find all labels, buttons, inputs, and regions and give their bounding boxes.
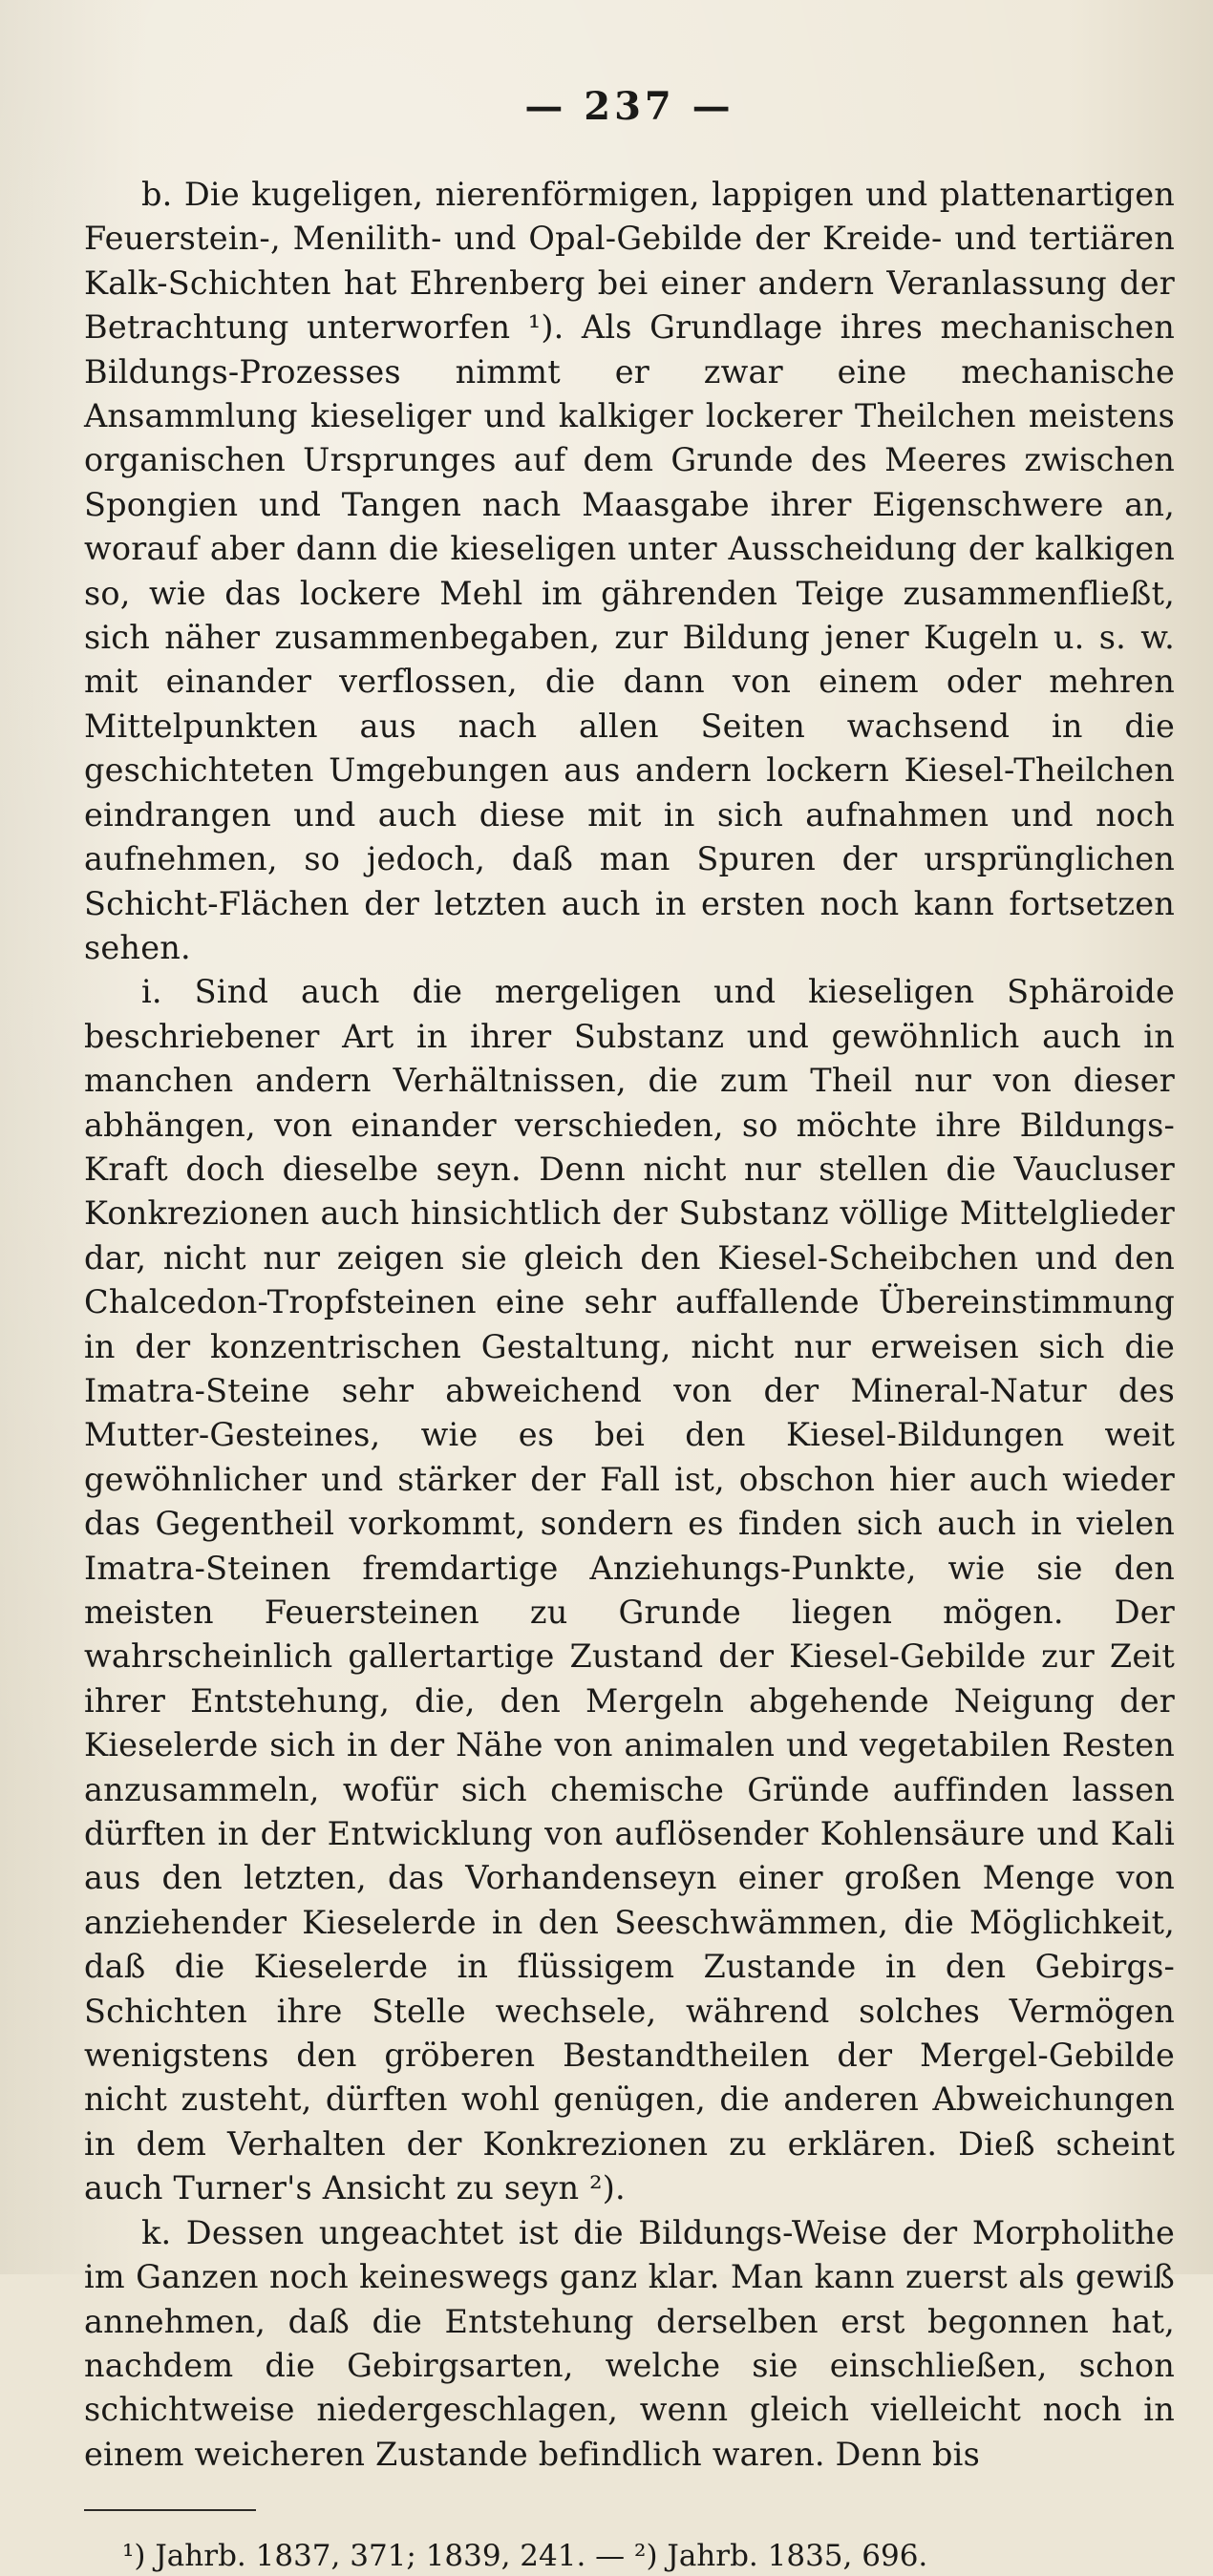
body-text: [84, 173, 1175, 2477]
paragraph-i: i. Sind auch die mergeligen und kieseligen Sphäroide beschriebener Art in ihrer Substanz und gewöhnlich auch in manchen andern Verhältnissen, die zum Theil nur von dieser abhängen, von einander verschieden, so möchte ihre Bildungs-Kraft doch dieselbe seyn. Denn nicht nur stellen die Vaucluser Konkrezionen auch hinsichtlich der Substanz völlige Mittelglieder dar, nicht nur zeigen sie gleich den Kiesel-Scheibchen und den Chalcedon-Tropfsteinen eine sehr auffallende Übereinstimmung in der konzentrischen Gestaltung, nicht nur erweisen sich die Imatra-Steine sehr abweichend von der Mineral-Natur des Mutter-Gesteines, wie es bei den Kiesel-Bildungen weit gewöhnlicher und stärker der Fall ist, obschon hier auch wieder das Gegentheil vorkommt, sondern es finden sich auch in vielen Imatra-Steinen fremdartige Anziehungs-Punkte, wie sie den meisten Feuersteinen zu Grunde liegen mögen. Der wahrscheinlich gallertartige Zustand der Kiesel-Gebilde zur Zeit ihrer Entstehung, die, den Mergeln abgehende Neigung der Kieselerde sich in der Nähe von animalen und vegetabilen Resten anzusammeln, wofür sich chemische Gründe auffinden lassen dürften in der Entwicklung von auflösender Kohlensäure und Kali aus den letzten, das Vorhandenseyn einer großen Menge von anziehender Kieselerde in den Seeschwämmen, die Möglichkeit, daß die Kieselerde in flüssigem Zustande in den Gebirgs-Schichten ihre Stelle wechsele, während solches Vermögen wenigstens den gröberen Bestandtheilen der Mergel-Gebilde nicht zusteht, dürften wohl genügen, die anderen Abweichungen in dem Verhalten der Konkrezionen zu erklären. Dieß scheint auch Turner's Ansicht zu seyn ²).: [84, 973, 1175, 2207]
paragraph-k: k. Dessen ungeachtet ist die Bildungs-Weise der Morpholithe im Ganzen noch keineswegs ganz klar. Man kann zuerst als gewiß annehmen, daß die Entstehung derselben erst begonnen hat, nachdem die Gebirgsarten, welche sie einschließen, schon schichtweise niedergeschlagen, wenn gleich vielleicht noch in einem weicheren Zustande befindlich waren. Denn bis: [84, 2213, 1175, 2473]
footnote-divider: [84, 2509, 256, 2511]
paragraph-b: b. Die kugeligen, nierenförmigen, lappigen und plattenartigen Feuerstein-, Menilith- und Opal-Gebilde der Kreide- und tertiären Kalk-Schichten hat Ehrenberg bei einer andern Veranlassung der Betrachtung unterworfen ¹). Als Grundlage ihres mechanischen Bildungs-Prozesses nimmt er zwar eine mechanische Ansammlung kieseliger und kalkiger lockerer Theilchen meistens organischen Ursprunges auf dem Grunde des Meeres zwischen Spongien und Tangen nach Maasgabe ihrer Eigenschwere an, worauf aber dann die kieseligen unter Ausscheidung der kalkigen so, wie das lockere Mehl im gährenden Teige zusammenfließt, sich näher zusammenbegaben, zur Bildung jener Kugeln u. s. w. mit einander verflossen, die dann von einem oder mehren Mittelpunkten aus nach allen Seiten wachsend in die geschichteten Umgebungen aus andern lockern Kiesel-Theilchen eindrangen und auch diese mit in sich aufnahmen und noch aufnehmen, so jedoch, daß man Spuren der ursprünglichen Schicht-Flächen der letzten auch in ersten noch kann fortsetzen sehen.: [84, 176, 1175, 966]
page-number: — 237 —: [524, 84, 734, 129]
footnotes: ¹) Jahrb. 1837, 371; 1839, 241. — ²) Jahrb. 1835, 696.: [122, 2539, 928, 2574]
